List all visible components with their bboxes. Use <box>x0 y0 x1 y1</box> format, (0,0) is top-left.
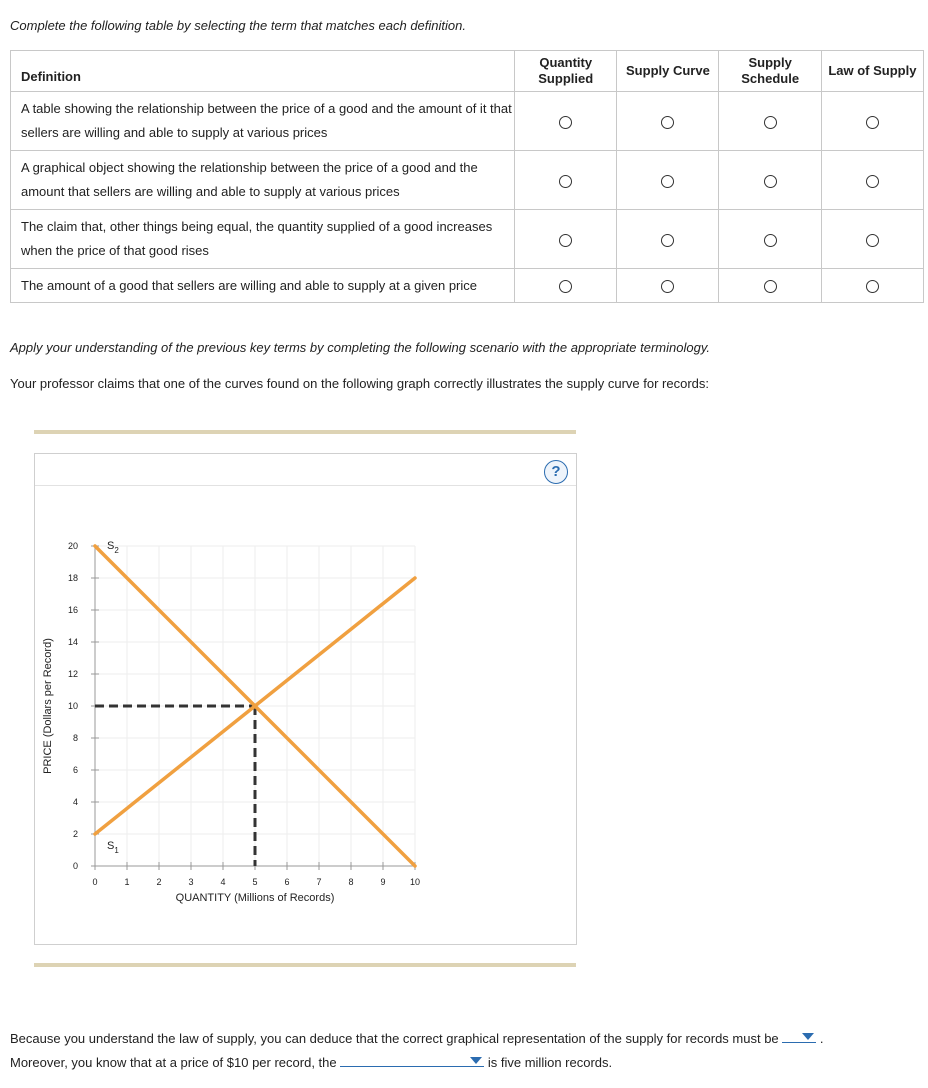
y-axis-title: PRICE (Dollars per Record) <box>42 638 54 774</box>
x-tick-label: 1 <box>124 877 130 887</box>
scenario-text-1-end: . <box>819 1031 824 1046</box>
radio-row1-supply-curve[interactable] <box>661 116 674 129</box>
definition-cell: The amount of a good that sellers are willing and able to supply at a given price <box>11 269 515 303</box>
x-tick-label: 0 <box>92 877 98 887</box>
radio-row1-supply-schedule[interactable] <box>764 116 777 129</box>
x-tick-label: 9 <box>380 877 386 887</box>
scenario-text-2-end: is five million records. <box>487 1055 613 1070</box>
table-header-row <box>11 51 924 92</box>
x-tick-label: 2 <box>156 877 162 887</box>
radio-row4-law-of-supply[interactable] <box>866 280 879 293</box>
y-tick-label: 16 <box>67 605 78 615</box>
chart-labels <box>42 540 334 904</box>
radio-row3-quantity-supplied[interactable] <box>559 234 572 247</box>
graph-top-rule <box>34 430 576 434</box>
graph-intro: Your professor claims that one of the curves found on the following graph correctly illustrates the supply curve for records: <box>10 376 709 391</box>
y-tick-label: 12 <box>67 669 78 679</box>
terms-table <box>10 50 924 303</box>
definition-cell: The claim that, other things being equal, the quantity supplied of a good increases when the price of that good rises <box>11 210 515 269</box>
y-tick-label: 8 <box>72 733 78 743</box>
table-row <box>11 269 924 303</box>
radio-row2-law-of-supply[interactable] <box>866 175 879 188</box>
radio-row4-supply-schedule[interactable] <box>764 280 777 293</box>
radio-row3-supply-schedule[interactable] <box>764 234 777 247</box>
supply-chart <box>35 454 576 944</box>
y-tick-label: 10 <box>67 701 78 711</box>
table-row <box>11 151 924 210</box>
x-tick-label: 4 <box>220 877 226 887</box>
table-instructions: Complete the following table by selecting the term that matches each definition. <box>10 18 466 33</box>
table-row <box>11 92 924 151</box>
radio-row1-law-of-supply[interactable] <box>866 116 879 129</box>
y-tick-label: 20 <box>67 541 78 551</box>
supply-curve-dropdown[interactable] <box>782 1028 816 1043</box>
curve-label-subscript: 2 <box>114 546 119 555</box>
column-header-quantity-supplied: Quantity Supplied <box>515 51 617 92</box>
scenario-sentence-2 <box>10 1052 612 1070</box>
radio-row4-supply-curve[interactable] <box>661 280 674 293</box>
x-tick-label: 8 <box>348 877 354 887</box>
term-dropdown[interactable] <box>340 1052 484 1067</box>
chevron-down-icon <box>802 1033 814 1040</box>
y-tick-label: 18 <box>67 573 78 583</box>
x-axis-title: QUANTITY (Millions of Records) <box>175 892 335 904</box>
radio-row4-quantity-supplied[interactable] <box>559 280 572 293</box>
apply-instructions: Apply your understanding of the previous key terms by completing the following scenario with the appropriate terminology. <box>10 340 710 355</box>
chart-reference-lines <box>95 706 255 866</box>
table-row <box>11 210 924 269</box>
radio-row3-law-of-supply[interactable] <box>866 234 879 247</box>
x-tick-label: 10 <box>409 877 421 887</box>
chevron-down-icon <box>470 1057 482 1064</box>
definition-header: Definition <box>11 51 515 92</box>
radio-row2-supply-schedule[interactable] <box>764 175 777 188</box>
definition-cell: A graphical object showing the relationship between the price of a good and the amount that sellers are willing and able to supply at various prices <box>11 151 515 210</box>
scenario-text-1: Because you understand the law of supply, you can deduce that the correct graphical representation of the supply for records must be <box>10 1031 779 1046</box>
column-header-supply-curve: Supply Curve <box>617 51 719 92</box>
curve-label-s2: $S_2$ <box>107 540 119 555</box>
x-tick-label: 7 <box>316 877 322 887</box>
x-tick-label: 5 <box>252 877 258 887</box>
radio-row2-quantity-supplied[interactable] <box>559 175 572 188</box>
scenario-text-2: Moreover, you know that at a price of $10 per record, the <box>10 1055 337 1070</box>
x-tick-label: 3 <box>188 877 194 887</box>
graph-panel <box>34 453 577 945</box>
curve-label-subscript: 1 <box>114 846 119 855</box>
y-tick-label: 4 <box>72 797 78 807</box>
y-tick-label: 6 <box>72 765 78 775</box>
graph-bottom-rule <box>34 963 576 967</box>
y-tick-label: 0 <box>72 861 78 871</box>
radio-row3-supply-curve[interactable] <box>661 234 674 247</box>
radio-row1-quantity-supplied[interactable] <box>559 116 572 129</box>
y-tick-label: 14 <box>67 637 78 647</box>
column-header-law-of-supply: Law of Supply <box>821 51 923 92</box>
x-tick-label: 6 <box>284 877 290 887</box>
help-button[interactable]: ? <box>544 460 568 484</box>
scenario-sentence-1 <box>10 1028 824 1046</box>
column-header-supply-schedule: Supply Schedule <box>719 51 821 92</box>
definition-cell: A table showing the relationship between the price of a good and the amount of it that sellers are willing and able to supply at various prices <box>11 92 515 151</box>
radio-row2-supply-curve[interactable] <box>661 175 674 188</box>
curve-label-s1: $S_1$ <box>107 840 119 855</box>
y-tick-label: 2 <box>72 829 78 839</box>
